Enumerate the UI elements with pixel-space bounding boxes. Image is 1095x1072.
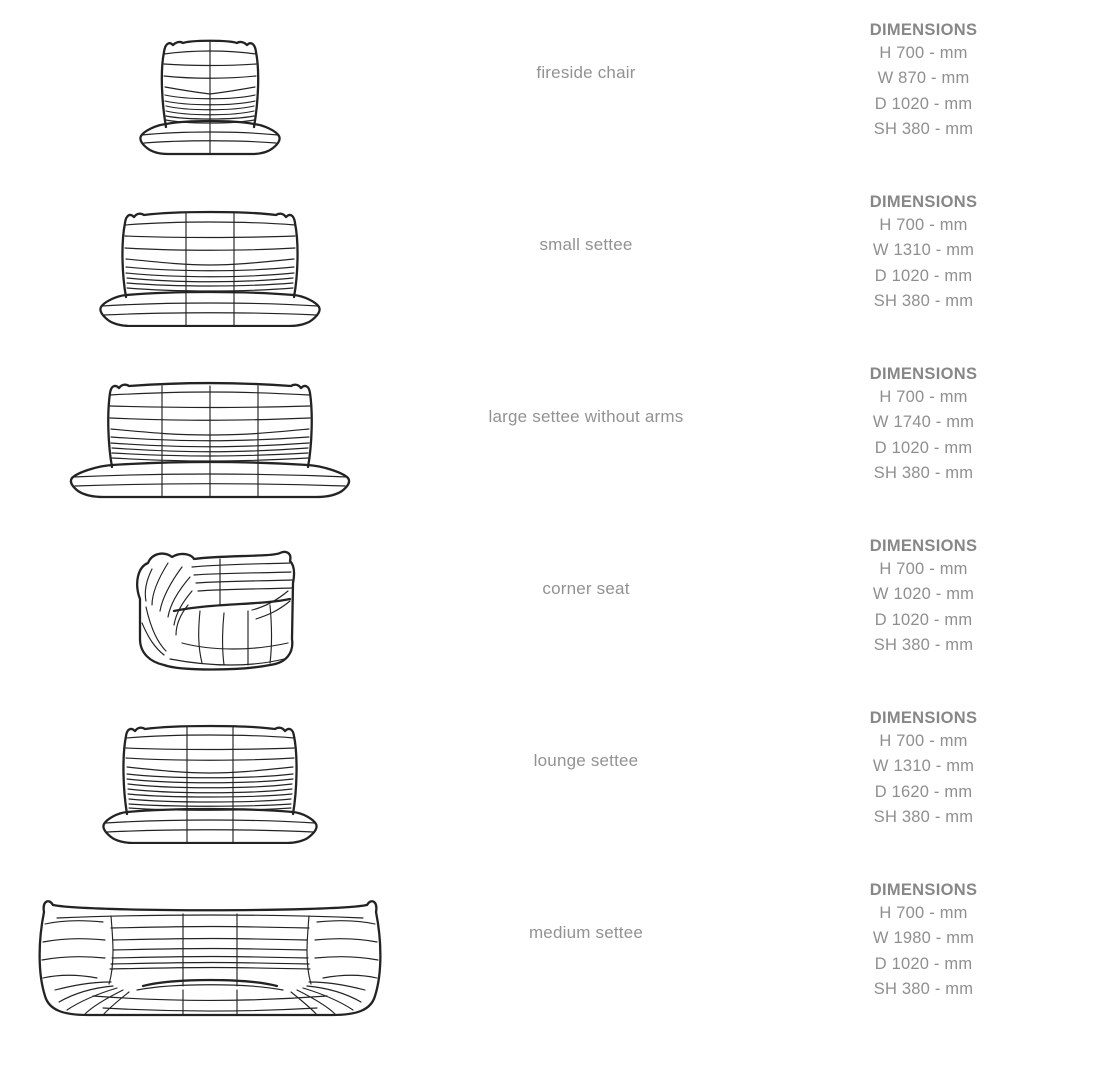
- product-name: lounge settee: [533, 751, 639, 770]
- dimensions-block: [752, 524, 1095, 696]
- name-cell: [420, 696, 752, 868]
- drawing-cell: [0, 180, 420, 352]
- product-name: small settee: [539, 235, 633, 254]
- togo-medium-settee-drawing-icon: [33, 890, 387, 1019]
- dimensions-block: [752, 696, 1095, 868]
- dimension-width: W 870 - mm: [877, 69, 970, 88]
- name-cell: [420, 868, 752, 1040]
- name-cell: [420, 352, 752, 524]
- drawing-cell: [0, 868, 420, 1040]
- product-name: large settee without arms: [488, 407, 684, 426]
- dimensions-block: [752, 8, 1095, 180]
- dimension-width: W 1020 - mm: [872, 585, 975, 604]
- product-row-fireside-chair: [0, 8, 1095, 180]
- dimensions-title: DIMENSIONS: [869, 537, 978, 555]
- dimension-seat-height: SH 380 - mm: [873, 636, 974, 655]
- dimension-height: H 700 - mm: [879, 44, 968, 62]
- drawing-cell: [0, 524, 420, 696]
- dimension-seat-height: SH 380 - mm: [873, 292, 974, 311]
- dimension-seat-height: SH 380 - mm: [873, 120, 974, 139]
- dimension-height: H 700 - mm: [879, 560, 968, 578]
- drawing-cell: [0, 8, 420, 180]
- dimension-seat-height: SH 380 - mm: [873, 464, 974, 483]
- dimensions-block: [752, 180, 1095, 352]
- dimensions-block: [752, 868, 1095, 1040]
- dimension-depth: D 1020 - mm: [874, 438, 973, 457]
- dimension-height: H 700 - mm: [879, 732, 968, 750]
- drawing-cell: [0, 352, 420, 524]
- name-cell: [420, 180, 752, 352]
- dimension-width: W 1980 - mm: [872, 929, 975, 948]
- togo-small-settee-drawing-icon: [96, 205, 324, 327]
- product-row-corner-seat: [0, 524, 1095, 696]
- dimension-seat-height: SH 380 - mm: [873, 980, 974, 999]
- togo-large-settee-drawing-icon: [64, 377, 356, 499]
- dimension-depth: D 1620 - mm: [874, 782, 973, 801]
- product-row-large-settee: [0, 352, 1095, 524]
- dimension-depth: D 1020 - mm: [874, 94, 973, 113]
- product-name: medium settee: [528, 923, 644, 942]
- dimension-width: W 1310 - mm: [872, 757, 975, 776]
- name-cell: [420, 8, 752, 180]
- dimension-height: H 700 - mm: [879, 216, 968, 234]
- dimension-height: H 700 - mm: [879, 388, 968, 406]
- drawing-cell: [0, 696, 420, 868]
- dimension-depth: D 1020 - mm: [874, 266, 973, 285]
- product-row-lounge-settee: [0, 696, 1095, 868]
- dimensions-title: DIMENSIONS: [869, 881, 978, 899]
- product-row-small-settee: [0, 180, 1095, 352]
- product-name: corner seat: [542, 579, 630, 598]
- dimensions-title: DIMENSIONS: [869, 709, 978, 727]
- dimensions-title: DIMENSIONS: [869, 365, 978, 383]
- dimensions-title: DIMENSIONS: [869, 193, 978, 211]
- dimensions-block: [752, 352, 1095, 524]
- dimension-width: W 1740 - mm: [872, 413, 975, 432]
- dimension-width: W 1310 - mm: [872, 241, 975, 260]
- dimension-depth: D 1020 - mm: [874, 954, 973, 973]
- name-cell: [420, 524, 752, 696]
- dimension-height: H 700 - mm: [879, 904, 968, 922]
- togo-lounge-settee-drawing-icon: [99, 720, 321, 844]
- dimensions-title: DIMENSIONS: [869, 21, 978, 39]
- dimension-depth: D 1020 - mm: [874, 610, 973, 629]
- product-row-medium-settee: [0, 868, 1095, 1040]
- togo-corner-seat-drawing-icon: [122, 547, 298, 673]
- togo-fireside-chair-drawing-icon: [132, 32, 288, 156]
- product-name: fireside chair: [536, 63, 636, 82]
- dimension-seat-height: SH 380 - mm: [873, 808, 974, 827]
